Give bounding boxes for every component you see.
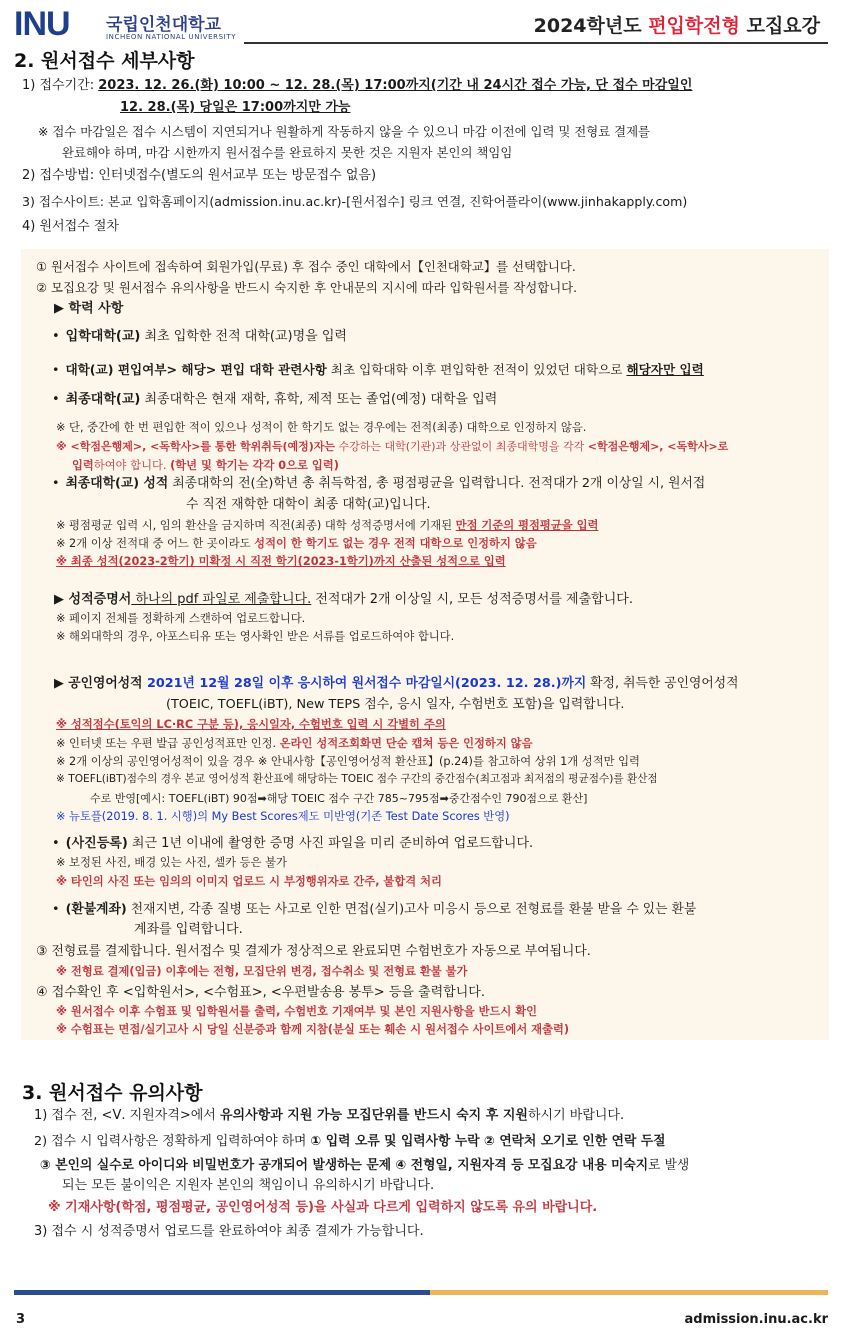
method-item: 2) 접수방법: 인터넷접수(별도의 원서교부 또는 방문접수 없음) bbox=[22, 168, 377, 183]
english-note-1: ※ 성적점수(토익의 LC·RC 구분 등), 응시일자, 수험번호 입력 시 각별히 주의 bbox=[56, 718, 446, 731]
refund-cont: 계좌를 입력합니다. bbox=[134, 922, 243, 937]
logo-mark: INU bbox=[14, 5, 70, 43]
photo-item: • (사진등록) 최근 1년 이내에 촬영한 증명 사진 파일을 미리 준비하여 업로드합니다. bbox=[52, 834, 533, 854]
caution-2-cont: ③ 본인의 실수로 아이디와 비밀번호가 공개되어 발생하는 문제 ④ 전형일, 지원자격 등 모집요강 내용 미숙지로 발생 bbox=[40, 1158, 690, 1173]
period-item: 1) 접수기간: 2023. 12. 26.(화) 10:00 ~ 12. 28.(목) 17:00까지(기간 내 24시간 접수 가능, 단 접수 마감일인 bbox=[22, 78, 693, 93]
final-univ-note-2: ※ <학점은행제>, <독학사>를 통한 학위취득(예정)자는 수강하는 대학(기관)과 상관없이 최종대학명을 각각 <학점은행제>, <독학사>로 bbox=[56, 440, 729, 453]
logo-english-name: INCHEON NATIONAL UNIVERSITY bbox=[106, 33, 237, 41]
transcript-note-2: ※ 해외대학의 경우, 아포스티유 또는 영사확인 받은 서류를 업로드하여야 합니다. bbox=[56, 630, 455, 643]
step-1: ① 원서접수 사이트에 접속하여 회원가입(무료) 후 접수 중인 대학에서【인천대학교】를 선택합니다. bbox=[36, 259, 576, 274]
transfer-university: • 대학(교) 편입여부> 해당> 편입 대학 관련사항 최초 입학대학 이후 편입학한 전적이 있었던 대학으로 해당자만 입력 bbox=[52, 360, 704, 380]
final-university: • 최종대학(교) 최종대학은 현재 재학, 휴학, 제적 또는 졸업(예정) 대학을 입력 bbox=[52, 390, 497, 410]
header-divider bbox=[244, 42, 828, 44]
caution-2-cont-2: 되는 모든 불이익은 지원자 본인의 책임이니 유의하시기 바랍니다. bbox=[62, 1178, 435, 1193]
procedure-item: 4) 원서접수 절차 bbox=[22, 219, 119, 234]
deadline-note-cont: 완료해야 하며, 마감 시한까지 원서접수를 완료하지 못한 것은 지원자 본인의 책임임 bbox=[62, 145, 513, 160]
english-note-4-cont: 수로 반영[예시: TOEFL(iBT) 90점➡해당 TOEIC 점수 구간 785~795점➡중간점수인 790점으로 환산] bbox=[90, 792, 588, 805]
final-grade: • 최종대학(교) 성적 최종대학의 전(全)학년 총 취득학점, 총 평점평균을 입력합니다. 전적대가 2개 이상일 시, 원서접 bbox=[52, 474, 705, 494]
english-note-3: ※ 2개 이상의 공인영어성적이 있을 경우 ※ 안내사항【공인영어성적 환산표】(p.24)를 참고하여 상위 1개 성적만 입력 bbox=[56, 755, 640, 768]
page-number: 3 bbox=[16, 1312, 26, 1327]
english-score-item: ▶ 공인영어성적 2021년 12월 28일 이후 응시하여 원서접수 마감일시(2023. 12. 28.)까지 확정, 취득한 공인영어성적 bbox=[54, 676, 739, 691]
english-note-2: ※ 인터넷 또는 우편 발급 공인성적표만 인정. 온라인 성적조회화면 단순 캡쳐 등은 인정하지 않음 bbox=[56, 737, 533, 750]
grade-note-1: ※ 평점평균 입력 시, 임의 환산을 금지하며 직전(최종) 대학 성적증명서에 기재된 만점 기준의 평점평균을 입력 bbox=[56, 519, 599, 532]
deadline-note: ※ 접수 마감일은 접수 시스템이 지연되거나 원활하게 작동하지 않을 수 있으니 마감 이전에 입력 및 전형료 결제를 bbox=[38, 124, 651, 139]
header-accent: 편입학전형 bbox=[648, 15, 740, 37]
step-3-note: ※ 전형료 결제(입금) 이후에는 전형, 모집단위 변경, 접수취소 및 전형료 환불 불가 bbox=[56, 965, 468, 978]
caution-1: 1) 접수 전, <Ⅴ. 지원자격>에서 유의사항과 지원 가능 모집단위를 반드시 숙지 후 지원하시기 바랍니다. bbox=[34, 1108, 625, 1123]
caution-3: 3) 접수 시 성적증명서 업로드를 완료하여야 최종 결제가 가능합니다. bbox=[34, 1224, 424, 1239]
section-2-title: 2. 원서접수 세부사항 bbox=[14, 50, 195, 72]
english-note-5: ※ 뉴토플(2019. 8. 1. 시행)의 My Best Scores제도 미반영(기존 Test Date Scores 반영) bbox=[56, 810, 510, 823]
footer-bar-gold bbox=[430, 1290, 828, 1295]
site-item: 3) 접수사이트: 본교 입학홈페이지(admission.inu.ac.kr)-[원서접수] 링크 연결, 진학어플라이(www.jinhakapply.com) bbox=[22, 194, 688, 209]
university-logo bbox=[14, 5, 237, 43]
english-score-cont: (TOEIC, TOEFL(iBT), New TEPS 점수, 응시 일자, 수험번호 포함)을 입력합니다. bbox=[166, 697, 625, 712]
footer-site[interactable]: admission.inu.ac.kr bbox=[684, 1312, 828, 1327]
footer-bar-blue bbox=[14, 1290, 430, 1295]
transcript-note-1: ※ 페이지 전체를 정확하게 스캔하여 업로드합니다. bbox=[56, 612, 306, 625]
refund-item: • (환불계좌) 천재지변, 각종 질병 또는 사고로 인한 면접(실기)고사 미응시 등으로 전형료를 환불 받을 수 있는 환불 bbox=[52, 900, 696, 920]
grade-note-2: ※ 2개 이상 전적대 중 어느 한 곳이라도 성적이 한 학기도 없는 경우 전적 대학으로 인정하지 않음 bbox=[56, 537, 537, 550]
photo-note-1: ※ 보정된 사진, 배경 있는 사진, 셀카 등은 불가 bbox=[56, 856, 287, 869]
transcript-item: ▶ 성적증명서 하나의 pdf 파일로 제출합니다. 전적대가 2개 이상일 시, 모든 성적증명서를 제출합니다. bbox=[54, 592, 633, 607]
final-univ-note-1: ※ 단, 중간에 한 번 편입한 적이 있으나 성적이 한 학기도 없는 경우에는 전적(최종) 대학으로 인정하지 않음. bbox=[56, 421, 587, 434]
caution-2-note: ※ 기재사항(학점, 평점평균, 공인영어성적 등)을 사실과 다르게 입력하지 않도록 유의 바랍니다. bbox=[48, 1200, 598, 1215]
step-4: ④ 접수확인 후 <입학원서>, <수험표>, <우편발송용 봉투> 등을 출력합니다. bbox=[36, 985, 485, 1000]
period-item-cont: 12. 28.(목) 당일은 17:00까지만 가능 bbox=[120, 100, 351, 115]
grade-note-3: ※ 최종 성적(2023-2학기) 미확정 시 직전 학기(2023-1학기)까지 산출된 성적으로 입력 bbox=[56, 555, 506, 568]
section-3-title: 3. 원서접수 유의사항 bbox=[22, 1082, 203, 1104]
final-grade-cont: 수 직전 재학한 대학이 최종 대학(교)입니다. bbox=[186, 497, 431, 512]
english-note-4: ※ TOEFL(iBT)점수의 경우 본교 영어성적 환산표에 해당하는 TOEIC 점수 구간의 중간점수(최고점과 최저점의 평균점수)를 환산점 bbox=[56, 773, 658, 785]
step-2: ② 모집요강 및 원서접수 유의사항을 반드시 숙지한 후 안내문의 지시에 따라 입학원서를 작성합니다. bbox=[36, 280, 578, 295]
step-3: ③ 전형료를 결제합니다. 원서접수 및 결제가 정상적으로 완료되면 수험번호가 자동으로 부여됩니다. bbox=[36, 944, 591, 959]
page-header-title: 2024학년도 편입학전형 모집요강 bbox=[533, 15, 820, 37]
final-univ-note-3: 입력하여야 합니다. (학년 및 학기는 각각 0으로 입력) bbox=[72, 459, 339, 472]
step-4-note-2: ※ 수험표는 면접/실기고사 시 당일 신분증과 함께 지참(분실 또는 훼손 시 원서접수 사이트에서 재출력) bbox=[56, 1023, 570, 1036]
logo-korean-name: 국립인천대학교 bbox=[106, 15, 221, 35]
caution-2: 2) 접수 시 입력사항은 정확하게 입력하여야 하며 ① 입력 오류 및 입력사항 누락 ② 연락처 오기로 인한 연락 두절 bbox=[34, 1134, 666, 1149]
step-4-note-1: ※ 원서접수 이후 수험표 및 입학원서를 출력, 수험번호 기재여부 및 본인 지원사항을 반드시 확인 bbox=[56, 1005, 538, 1018]
education-heading: ▶ 학력 사항 bbox=[54, 301, 124, 316]
photo-note-2: ※ 타인의 사진 또는 임의의 이미지 업로드 시 부정행위자로 간주, 불합격 처리 bbox=[56, 875, 442, 888]
entry-university: • 입학대학(교) 최초 입학한 전적 대학(교)명을 입력 bbox=[52, 327, 347, 347]
